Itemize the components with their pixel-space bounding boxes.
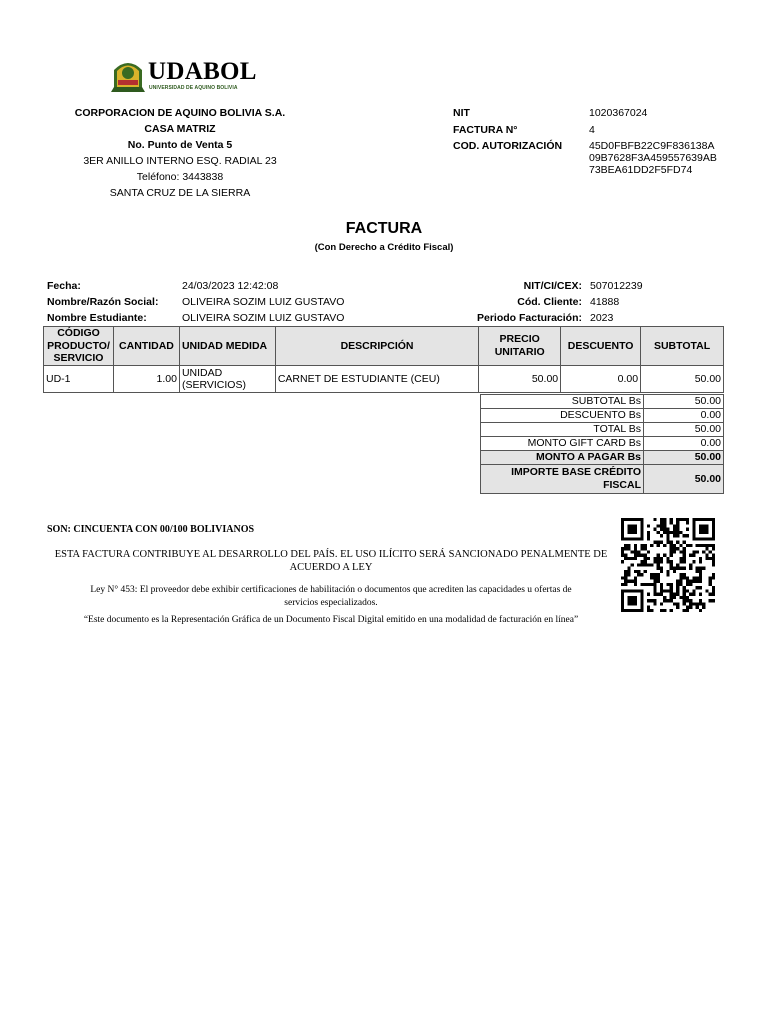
items-header-row	[44, 327, 724, 366]
document-subtitle: (Con Derecho a Crédito Fiscal)	[314, 242, 454, 253]
billing-period-label: Periodo Facturación:	[476, 312, 582, 324]
gift-card-label: MONTO GIFT CARD Bs	[481, 437, 644, 451]
cell-quantity: 1.00	[113, 365, 179, 392]
totals-table	[480, 394, 724, 494]
discount-value: 0.00	[644, 409, 724, 423]
billing-period-value: 2023	[590, 312, 614, 324]
student-name-label: Nombre Estudiante:	[47, 312, 147, 324]
col-header-price-line: UNITARIO	[494, 345, 545, 358]
date-value: 24/03/2023 12:42:08	[182, 280, 279, 292]
legal-notice	[45, 549, 617, 574]
tax-credit-base-label-line: IMPORTE BASE CRÉDITO	[511, 466, 641, 478]
invoice-meta-labels	[453, 105, 562, 155]
auth-code-line: 45D0FBFB22C9F836138A	[589, 140, 715, 152]
auth-code-label: COD. AUTORIZACIÓN	[453, 140, 563, 152]
cell-unit-line: UNIDAD	[181, 366, 223, 379]
legal-notice-line: ACUERDO A LEY	[289, 561, 373, 573]
company-info	[40, 105, 320, 201]
company-name: CORPORACION DE AQUINO BOLIVIA S.A.	[74, 107, 286, 119]
client-right-labels	[430, 278, 582, 326]
client-name-label: Nombre/Razón Social:	[47, 296, 159, 308]
client-nit-label: NIT/CI/CEX:	[523, 280, 582, 292]
client-nit-value: 507012239	[590, 280, 643, 292]
totals-row	[481, 423, 724, 437]
client-labels	[47, 278, 158, 326]
logo-subtitle: UNIVERSIDAD DE AQUINO BOLIVIA	[149, 85, 238, 91]
amount-in-words: SON: CINCUENTA CON 00/100 BOLIVIANOS	[47, 524, 255, 535]
totals-row	[481, 451, 724, 465]
subtotal-value: 50.00	[644, 395, 724, 409]
amount-to-pay-label: MONTO A PAGAR Bs	[481, 451, 644, 465]
totals-row	[481, 465, 724, 494]
auth-code-line: 09B7628F3A459557639AB	[589, 152, 717, 164]
col-header-unit: UNIDAD MEDIDA	[179, 327, 275, 366]
col-header-code-line: SERVICIO	[53, 352, 104, 364]
legal-notice-line: ESTA FACTURA CONTRIBUYE AL DESARROLLO DEL PAÍS. EL USO ILÍCITO SERÁ SANCIONADO PENALMENTE DE	[54, 549, 608, 560]
company-address: 3ER ANILLO INTERNO ESQ. RADIAL 23	[83, 155, 277, 167]
qr-code-icon	[621, 518, 715, 612]
gift-card-value: 0.00	[644, 437, 724, 451]
cell-discount: 0.00	[561, 365, 641, 392]
digital-document-notice: “Este documento es la Representación Gráfica de un Documento Fiscal Digital emitido en una modalidad de facturación en línea”	[83, 615, 579, 625]
cell-code: UD-1	[44, 365, 114, 392]
total-label: TOTAL Bs	[481, 423, 644, 437]
col-header-quantity: CANTIDAD	[113, 327, 179, 366]
law-453-line: servicios especializados.	[284, 597, 378, 608]
col-header-unit-price	[479, 327, 561, 366]
client-values	[182, 278, 344, 326]
tax-credit-base-label-line: FISCAL	[603, 479, 641, 491]
student-name-value: OLIVEIRA SOZIM LUIZ GUSTAVO	[182, 312, 345, 324]
totals-row	[481, 409, 724, 423]
invoice-meta-values	[589, 105, 729, 176]
invoice-number-value: 4	[589, 123, 595, 136]
tax-credit-base-label	[481, 465, 644, 494]
col-header-description: DESCRIPCIÓN	[275, 327, 478, 366]
col-header-subtotal: SUBTOTAL	[641, 327, 724, 366]
company-phone: Teléfono: 3443838	[136, 171, 224, 183]
subtotal-label: SUBTOTAL Bs	[481, 395, 644, 409]
items-table	[43, 326, 724, 393]
col-header-code-line: CÓDIGO	[57, 327, 100, 339]
document-title: FACTURA	[345, 220, 423, 237]
law-453-notice	[45, 584, 617, 609]
cell-unit	[179, 365, 275, 392]
sale-point: No. Punto de Venta 5	[127, 139, 233, 151]
table-row	[44, 365, 724, 392]
nit-label: NIT	[453, 107, 470, 119]
cell-description: CARNET DE ESTUDIANTE (CEU)	[275, 365, 478, 392]
invoice-number-label: FACTURA N°	[453, 123, 518, 136]
client-name-value: OLIVEIRA SOZIM LUIZ GUSTAVO	[182, 296, 345, 308]
discount-label: DESCUENTO Bs	[481, 409, 644, 423]
totals-row	[481, 437, 724, 451]
nit-value: 1020367024	[589, 107, 648, 119]
col-header-code-line: PRODUCTO/	[47, 339, 110, 352]
amount-to-pay-value: 50.00	[644, 451, 724, 465]
company-city: SANTA CRUZ DE LA SIERRA	[109, 187, 251, 199]
col-header-discount: DESCUENTO	[561, 327, 641, 366]
col-header-code	[44, 327, 114, 366]
law-453-line: Ley N° 453: El proveedor debe exhibir certificaciones de habilitación o documentos que acrediten las capacidades u ofertas de	[90, 585, 572, 595]
client-right-values	[590, 278, 643, 326]
company-branch: CASA MATRIZ	[144, 123, 216, 135]
client-code-value: 41888	[590, 296, 620, 308]
cell-unit-line: (SERVICIOS)	[181, 378, 246, 391]
cell-subtotal: 50.00	[641, 365, 724, 392]
auth-code-line: 73BEA61DD2F5FD74	[589, 164, 693, 176]
totals-row	[481, 395, 724, 409]
total-value: 50.00	[644, 423, 724, 437]
client-code-label: Cód. Cliente:	[517, 296, 582, 308]
col-header-price-line: PRECIO	[499, 333, 540, 346]
date-label: Fecha:	[47, 280, 81, 292]
logo-text: UDABOL	[148, 58, 257, 85]
auth-code-value	[589, 138, 729, 176]
cell-unit-price: 50.00	[479, 365, 561, 392]
tax-credit-base-value: 50.00	[644, 465, 724, 494]
